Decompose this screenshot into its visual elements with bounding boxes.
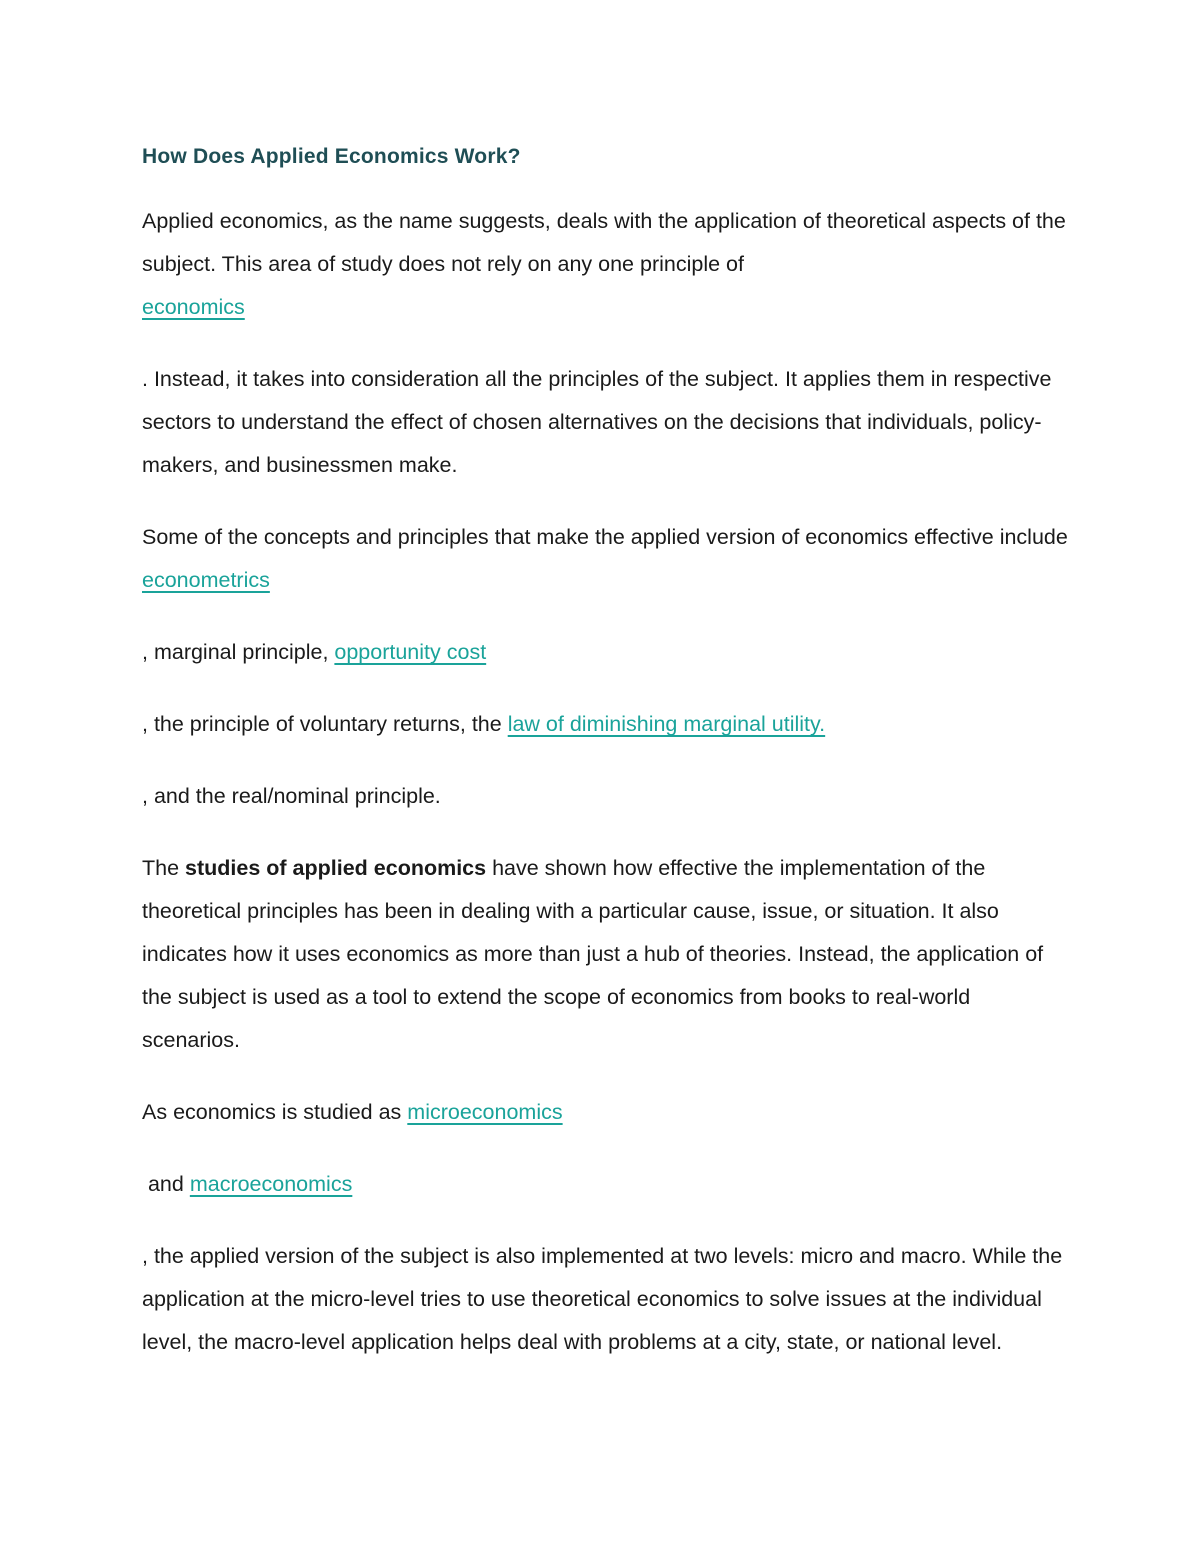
paragraph-concepts: [142, 516, 1072, 602]
paragraph-voluntary: [142, 703, 1072, 746]
microeconomics-link[interactable]: microeconomics: [407, 1100, 563, 1124]
diminishing-utility-link[interactable]: law of diminishing marginal utility.: [507, 712, 826, 736]
paragraph-micro: [142, 1091, 1072, 1134]
paragraph-text: have shown how effective the implementation of the theoretical principles has been in dealing with a particular cause, issue, or situation. It also indicates how it uses economics as more than just a hub of theories. Instead, the application of the subject is used as a tool to extend the scope of economics from books to real-world scenarios.: [142, 856, 1044, 1052]
paragraph-marginal: [142, 631, 1072, 674]
paragraph-text: Some of the concepts and principles that make the applied version of economics effective include: [142, 525, 1068, 549]
paragraph-text: and: [142, 1172, 190, 1196]
paragraph-principles: . Instead, it takes into consideration all the principles of the subject. It applies them in respective sectors to understand the effect of chosen alternatives on the decisions that individuals, policy-makers, and businessmen make.: [142, 367, 1052, 477]
opportunity-cost-link[interactable]: opportunity cost: [334, 640, 487, 664]
econometrics-link[interactable]: econometrics: [142, 568, 270, 592]
economics-link[interactable]: economics: [142, 295, 245, 319]
bold-phrase: studies of applied economics: [185, 856, 487, 880]
paragraph-studies: [142, 847, 1072, 1062]
section-heading: How Does Applied Economics Work?: [142, 145, 521, 168]
paragraph-text: The: [142, 856, 186, 880]
paragraph-macro: [142, 1163, 1072, 1206]
macroeconomics-link[interactable]: macroeconomics: [189, 1172, 353, 1196]
paragraph-text: Applied economics, as the name suggests, deals with the application of theoretical aspects of the subject. This area of study does not rely on any one principle of: [142, 209, 1066, 276]
paragraph-text: , the principle of voluntary returns, the: [142, 712, 508, 736]
paragraph-levels: , the applied version of the subject is also implemented at two levels: micro and macro. While the application at the micro-level tries to use theoretical economics to solve issues at the individual level, the macro-level application helps deal with problems at a city, state, or national level.: [142, 1244, 1063, 1354]
paragraph-real-nominal: , and the real/nominal principle.: [142, 784, 441, 808]
paragraph-intro: [142, 200, 1072, 329]
paragraph-text: , marginal principle,: [142, 640, 335, 664]
document-page: [142, 140, 1072, 1393]
paragraph-text: As economics is studied as: [142, 1100, 408, 1124]
